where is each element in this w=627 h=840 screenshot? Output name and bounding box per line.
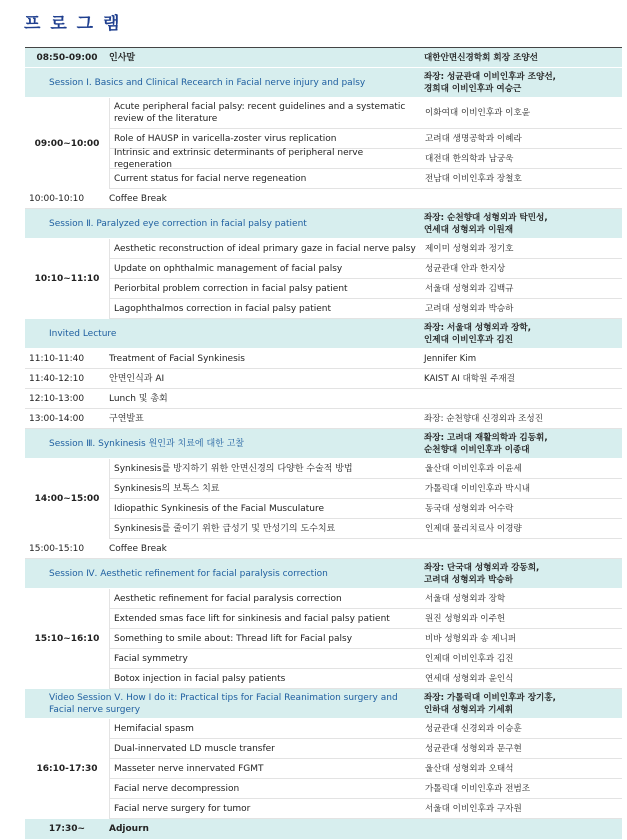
schedule-row [25,349,622,369]
talk-speaker: 고려대 생명공학과 이혜라 [425,133,522,144]
talk-speaker: 인제대 물리치료사 이경량 [425,523,522,534]
talk-title: Facial nerve decompression [114,783,240,794]
talk-row [109,299,622,319]
talk-row [109,98,622,129]
title-cell: 구연발표 [109,413,144,424]
talk-title: Hemifacial spasm [114,723,194,734]
talk-speaker: 대전대 한의학과 남궁욱 [425,153,514,164]
talk-title: Acute peripheral facial palsy: recent guidelines and a systematic review of the literature [114,102,406,124]
talk-speaker: 동국대 성형외과 어수락 [425,503,514,514]
speaker-cell: Jennifer Kim [424,353,477,364]
talk-title: Facial symmetry [114,653,188,664]
talk-row [109,609,622,629]
speaker-cell: KAIST AI 대학원 주재걸 [424,373,516,384]
talk-row [109,279,622,299]
talk-title: Something to smile about: Thread lift for Facial palsy [114,633,353,644]
time-cell: 15:00-15:10 [29,543,85,554]
talk-speaker: 고려대 성형외과 박승하 [425,303,514,314]
talk-row [109,649,622,669]
time-cell: 12:10-13:00 [29,393,85,404]
talk-speaker: 제이미 성형외과 정기호 [425,243,514,254]
session-title: Video Session Ⅴ. How I do it: Practical tips for Facial Reanimation surgery and Facial nerve surgery [49,692,398,715]
talk-row [109,479,622,499]
talk-speaker: 전남대 이비인후과 장철호 [425,173,522,184]
time-cell: 13:00-14:00 [29,413,85,424]
title-cell: Adjourn [109,824,149,834]
session-header [25,68,622,98]
talk-speaker: 울산대 성형외과 오태석 [425,763,514,774]
talk-speaker: 서울대 이비인후과 구자원 [425,803,522,814]
talk-title: Idiopathic Synkinesis of the Facial Musculature [114,503,325,514]
session-time: 15:10~16:10 [34,634,100,644]
talk-speaker: 성균관대 안과 한지상 [425,263,506,274]
talk-title: Dual-innervated LD muscle transfer [114,743,275,754]
talk-title: Current status for facial nerve regeneation [114,173,307,184]
talk-title: Synkinesis를 줄이기 위한 급성기 및 만성기의 도수치료 [114,523,336,534]
session-block [25,589,622,689]
talk-speaker: 성균관대 성형외과 문구현 [425,743,522,754]
session-chair: 좌장: 성균관대 이비인후과 조양선, 경희대 이비인후과 여승근 [424,71,556,94]
talk-row [109,779,622,799]
talk-speaker: 서울대 성형외과 장학 [425,593,506,604]
session-time: 16:10-17:30 [36,764,98,774]
closing-row [25,819,622,839]
session-title: Session Ⅲ. Synkinesis 원인과 치료에 대한 고찰 [49,438,245,449]
session-time: 09:00~10:00 [34,138,100,149]
talk-row [109,259,622,279]
talk-speaker: 연세대 성형외과 윤인식 [425,673,514,684]
title-cell: 인사말 [109,52,136,63]
talk-title: Role of HAUSP in varicella-zoster virus replication [114,133,337,144]
session-time: 14:00~15:00 [34,494,100,504]
talk-title: Periorbital problem correction in facial palsy patient [114,283,348,294]
talk-speaker: 이화여대 이비인후과 이호윤 [425,108,531,118]
talk-row [109,799,622,819]
session-block [25,459,622,539]
talk-row [109,629,622,649]
title-cell: Lunch 및 총회 [109,393,168,404]
talk-title: Intrinsic and extrinsic determinants of peripheral nerve regeneration [114,147,364,170]
schedule-row [25,389,622,409]
talk-title: Update on ophthalmic management of facial palsy [114,263,343,274]
talk-title: Lagophthalmos correction in facial palsy patient [114,303,332,314]
talk-row [109,759,622,779]
session-chair: 좌장: 가톨릭대 이비인후과 장기홍, 인하대 성형외과 기세휘 [424,692,556,715]
session-title: Session Ⅳ. Aesthetic refinement for facial paralysis correction [49,568,328,579]
talk-row [109,519,622,539]
talk-speaker: 원진 성형외과 이주헌 [425,613,506,624]
break-row [25,539,622,559]
talk-speaker: 인제대 이비인후과 김진 [425,653,514,664]
talk-title: Extended smas face lift for sinkinesis and facial palsy patient [114,613,390,624]
title-cell: Coffee Break [109,193,167,204]
time-cell: 10:00-10:10 [29,193,85,204]
talk-row [109,719,622,739]
speaker-cell: 대한안면신경학회 회장 조양선 [424,52,538,63]
session-block [25,719,622,819]
schedule-row [25,369,622,389]
title-cell: Coffee Break [109,543,167,554]
session-header [25,429,622,459]
session-block [25,98,622,189]
session-title: Session Ⅱ. Paralyzed eye correction in facial palsy patient [49,218,307,229]
talk-title: Facial nerve surgery for tumor [114,803,251,814]
talk-row [109,239,622,259]
program-table [25,48,622,839]
talk-row [109,739,622,759]
session-chair: 좌장: 고려대 재활의학과 김동휘, 순천향대 이비인후과 이종대 [424,432,548,455]
talk-row [109,459,622,479]
talk-speaker: 울산대 이비인후과 이윤세 [425,463,522,474]
talk-title: Synkinesis의 보톡스 치료 [114,483,220,494]
break-row [25,189,622,209]
session-chair: 좌장: 서울대 성형외과 장학, 인제대 이비인후과 김진 [424,322,531,345]
session-time: 10:10~11:10 [34,274,100,284]
title-cell: 안면인식과 AI [109,373,165,384]
talk-speaker: 서울대 성형외과 김백규 [425,283,514,294]
talk-title: Aesthetic reconstruction of ideal primary gaze in facial nerve palsy [114,243,416,254]
talk-speaker: 가톨릭대 이비인후과 전범조 [425,783,531,794]
session-title: Invited Lecture [49,328,117,339]
time-cell: 08:50-09:00 [36,52,98,63]
page-title: 프 로 그 램 [24,14,122,34]
session-header [25,209,622,239]
talk-speaker: 성균관대 신경외과 이승훈 [425,723,522,734]
talk-row [109,499,622,519]
session-chair: 좌장: 단국대 성형외과 강동희, 고려대 성형외과 박승하 [424,562,540,585]
talk-row [109,149,622,169]
talk-title: Botox injection in facial palsy patients [114,673,286,684]
talk-title: Synkinesis를 방지하기 위한 안면신경의 다양한 수술적 방법 [114,463,353,474]
talk-row [109,669,622,689]
talk-title: Aesthetic refinement for facial paralysis correction [114,593,342,604]
title-cell: Treatment of Facial Synkinesis [109,353,245,364]
session-title: Session Ⅰ. Basics and Clinical Recearch in Facial nerve injury and palsy [49,77,366,88]
talk-row [109,589,622,609]
speaker-cell: 좌장: 순천향대 신경외과 조성진 [424,413,544,424]
time-cell: 11:40-12:10 [29,373,85,384]
time-cell: 17:30~ [48,824,86,834]
session-chair: 좌장: 순천향대 성형외과 탁민성, 연세대 성형외과 이원재 [424,212,548,235]
talk-title: Masseter nerve innervated FGMT [114,763,264,774]
time-cell: 11:10-11:40 [29,353,85,364]
talk-speaker: 가톨릭대 이비인후과 박시내 [425,483,531,494]
talk-row [109,169,622,189]
session-header [25,689,622,719]
opening-row [25,48,622,68]
session-header [25,559,622,589]
schedule-row [25,409,622,429]
session-header [25,319,622,349]
session-block [25,239,622,319]
talk-speaker: 비바 성형외과 송 제니퍼 [425,633,517,644]
